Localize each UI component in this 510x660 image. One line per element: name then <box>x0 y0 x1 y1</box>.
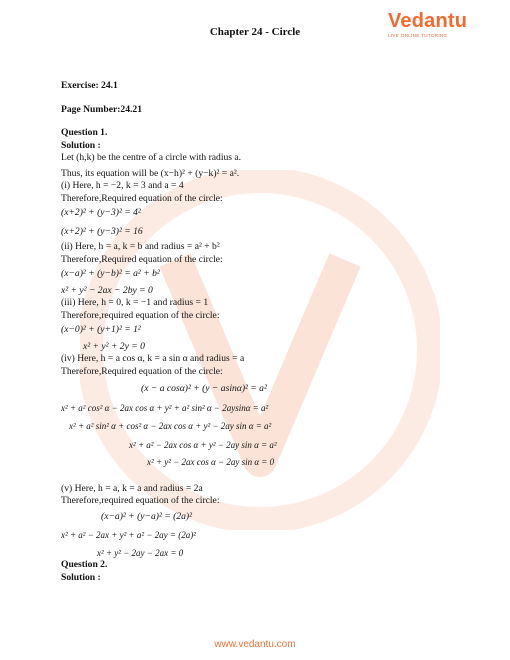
equation-iv-3: x² + a² sin² α + cos² α − 2ax cos α + y² − 2ay sin α = a² <box>69 421 272 431</box>
solution-2-label: Solution : <box>61 571 101 583</box>
equation-iii-2: x² + y² + 2y = 0 <box>83 340 145 352</box>
equation-v-3: x² + y² − 2ay − 2ax = 0 <box>97 547 184 558</box>
intro-line: Let (h,k) be the centre of a circle with radius a. <box>61 152 242 163</box>
equation-iv-4: x² + a² − 2ax cos α + y² − 2ay sin α = a² <box>129 439 277 450</box>
equation-i-1: (x+2)² + (y−3)² = 4² <box>61 207 141 218</box>
exercise-heading: Exercise: 24.1 <box>61 80 118 91</box>
equation-ii-2: x² + y² − 2ax − 2by = 0 <box>61 284 153 296</box>
part-ii: (ii) Here, h = a, k = b and radius = a² + b² <box>61 241 220 252</box>
therefore-iv: Therefore,Required equation of the circle: <box>61 365 223 377</box>
equation-v-1: (x−a)² + (y−a)² = (2a)² <box>101 510 192 522</box>
therefore-v: Therefore,required equation of the circle: <box>61 495 220 506</box>
equation-v-2: x² + a² − 2ax + y² + a² − 2ay = (2a)² <box>61 530 196 540</box>
footer-url[interactable]: www.vedantu.com <box>214 639 296 650</box>
part-i: (i) Here, h = −2, k = 3 and a = 4 <box>61 180 184 191</box>
question-1-heading: Question 1. <box>61 127 108 138</box>
equation-iii-1: (x−0)² + (y+1)² = 1² <box>61 324 141 335</box>
logo-tagline: LIVE ONLINE TUTORING <box>388 33 448 38</box>
equation-i-2: (x+2)² + (y−3)² = 16 <box>61 225 143 237</box>
therefore-ii: Therefore,Required equation of the circle: <box>61 253 223 265</box>
thus-line: Thus, its equation will be (x−h)² + (y−k)² = a². <box>61 167 240 179</box>
vedantu-logo[interactable] <box>388 10 470 48</box>
equation-iv-1: (x − a cosα)² + (y − asinα)² = a² <box>141 383 267 394</box>
document-body <box>61 80 481 584</box>
chapter-title: Chapter 24 - Circle <box>209 26 301 38</box>
equation-iv-2: x² + a² cos² α − 2ax cos α + y² + a² sin² α − 2aysinα = a² <box>61 402 269 413</box>
therefore-i: Therefore,Required equation of the circle: <box>61 192 223 204</box>
therefore-iii: Therefore,required equation of the circle: <box>61 309 220 321</box>
question-2-heading: Question 2. <box>61 559 108 570</box>
part-v: (v) Here, h = a, k = a and radius = 2a <box>61 482 203 494</box>
equation-ii-1: (x−a)² + (y−b)² = a² + b² <box>61 268 160 279</box>
solution-1-label: Solution : <box>61 139 101 151</box>
logo-wordmark: Vedantu <box>388 10 468 32</box>
page-number: Page Number:24.21 <box>61 103 142 115</box>
part-iv: (iv) Here, h = a cos α, k = a sin α and radius = a <box>61 353 245 364</box>
part-iii: (iii) Here, h = 0, k = −1 and radius = 1 <box>61 297 209 308</box>
equation-iv-5: x² + y² − 2ax cos α − 2ay sin α = 0 <box>147 457 275 467</box>
